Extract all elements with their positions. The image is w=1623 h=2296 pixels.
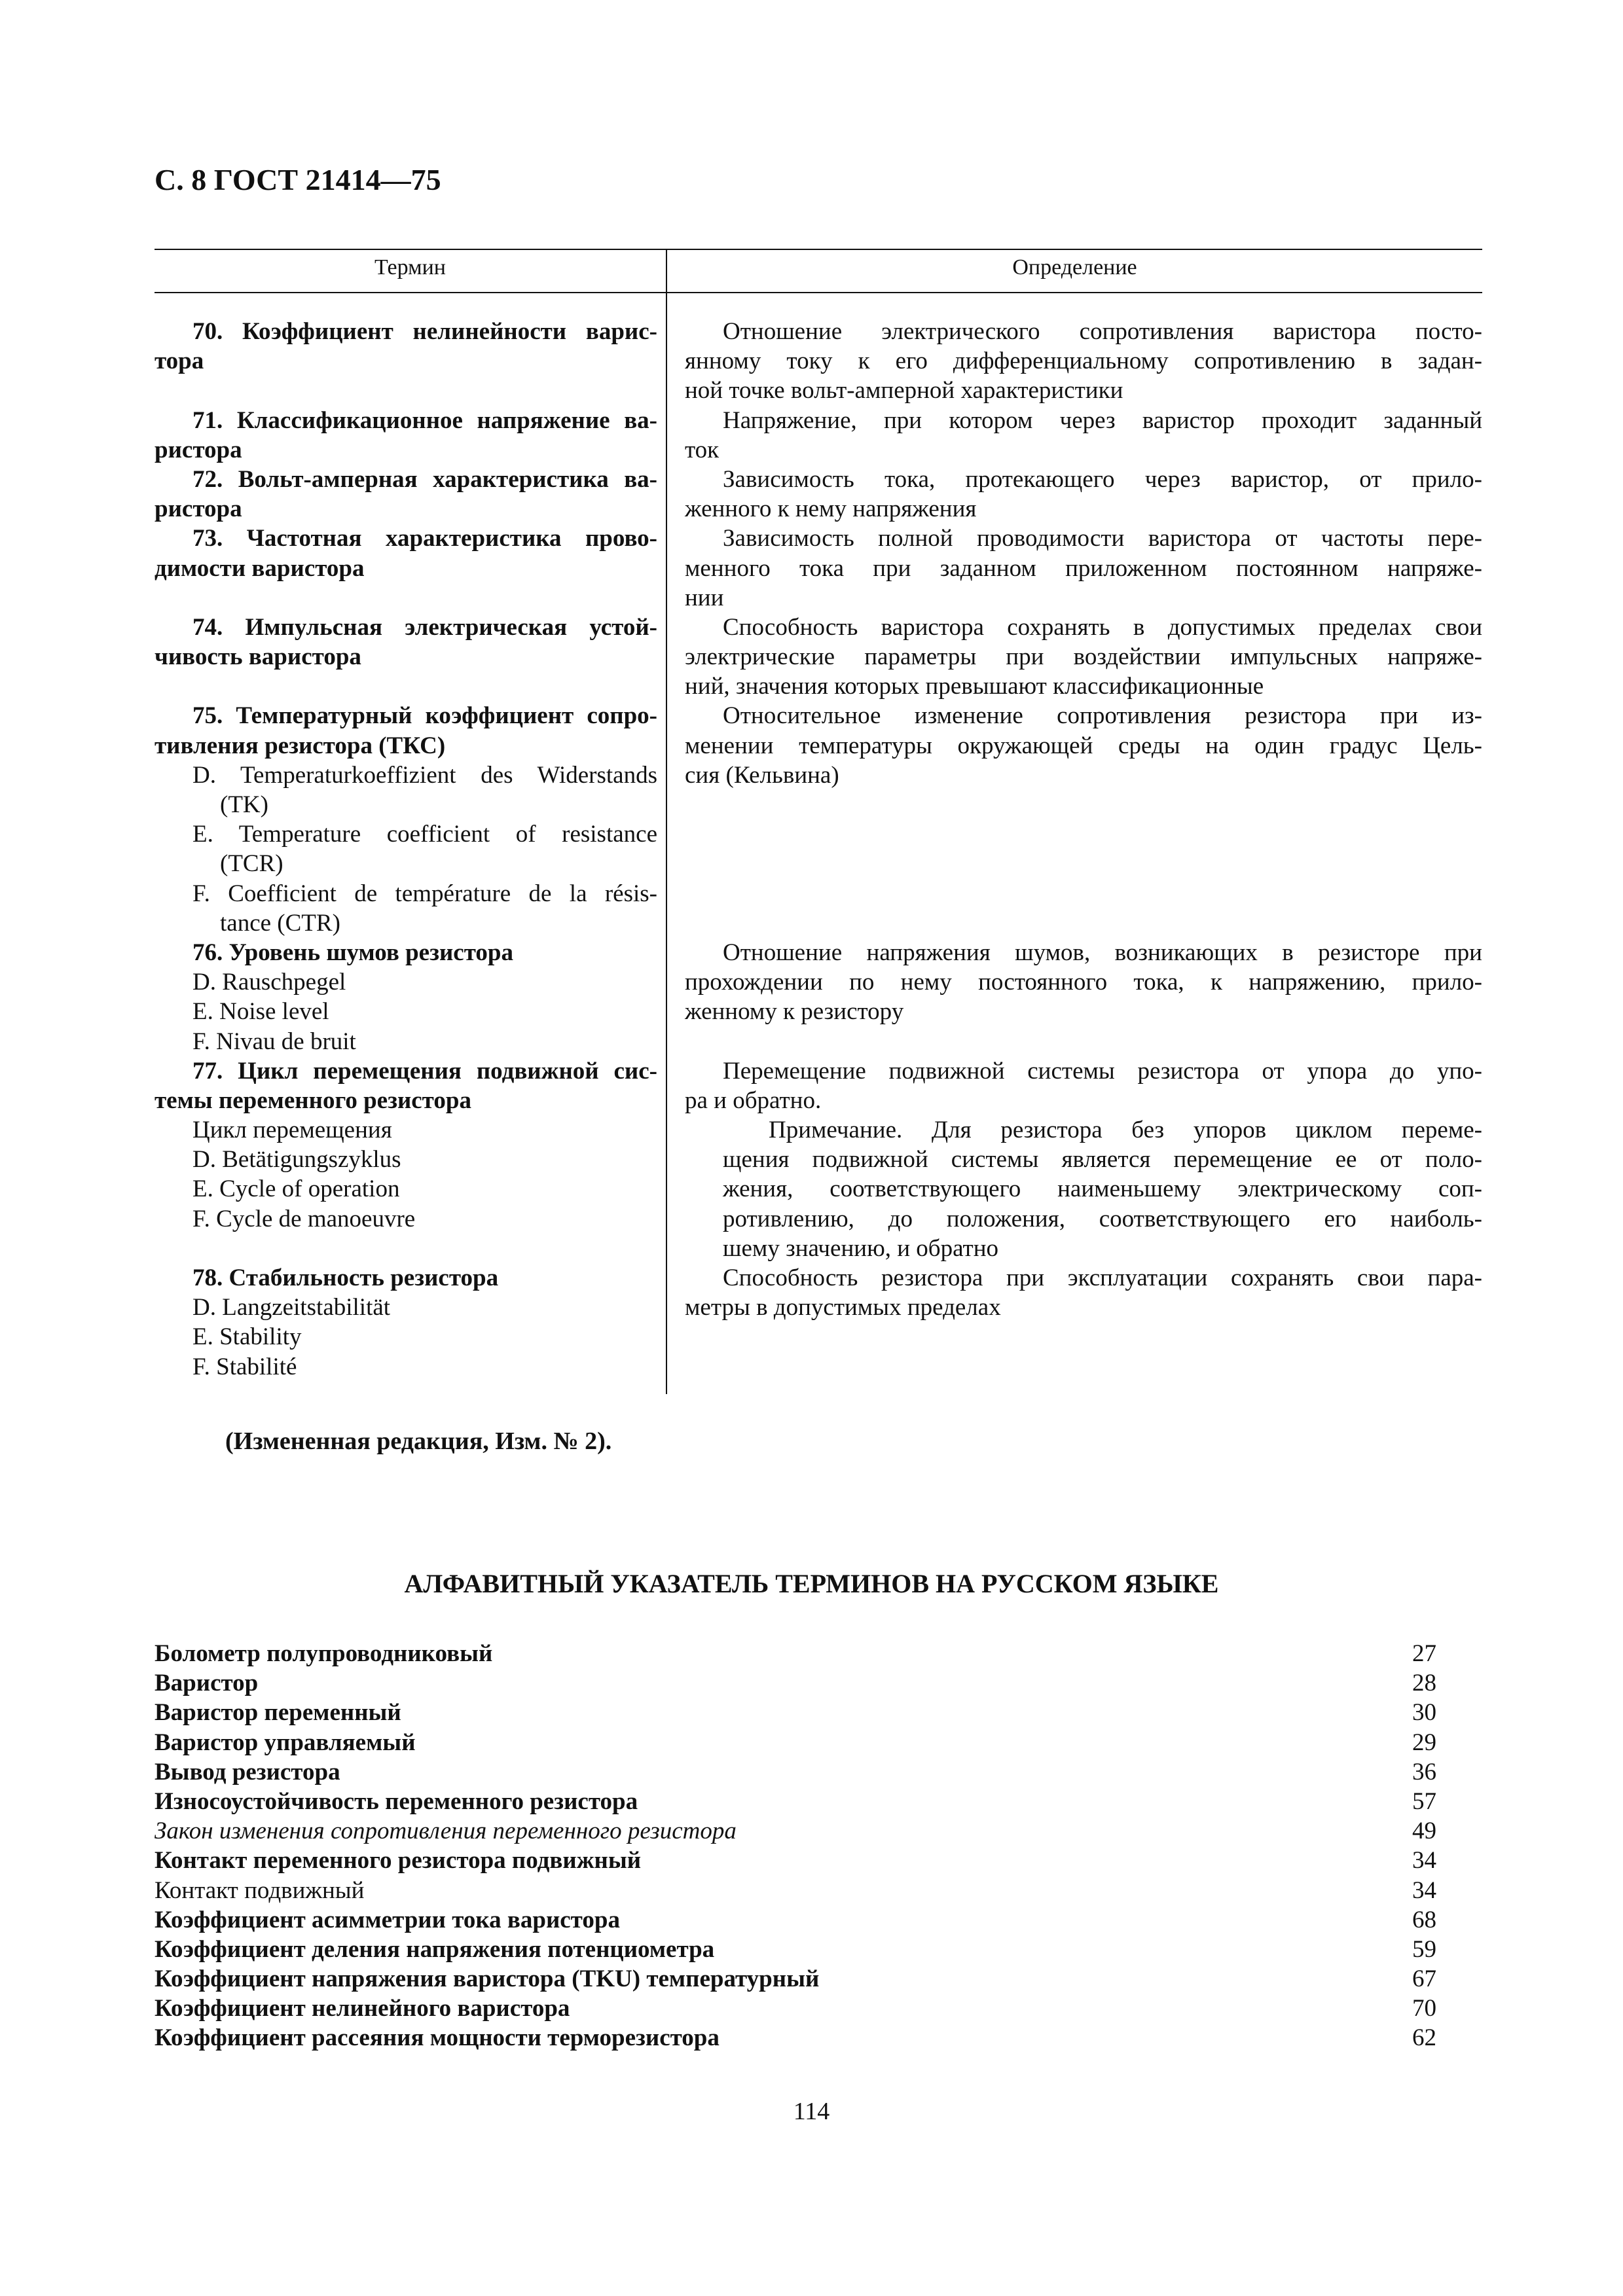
definition-line: Зависимость полной проводимости варистора от частоты пере- [723,525,1482,552]
term-line: D. Temperaturkoeffizient des Widerstands [192,761,657,789]
index-term: Закон изменения сопротивления переменного резистора [155,1818,737,1845]
index-entry [155,1698,1482,1727]
term-line [155,376,657,405]
definition-line: метры в допустимых пределах [685,1294,1001,1321]
index-term-number: 57 [1412,1787,1436,1815]
term-line: (TK) [220,791,268,818]
definition-line: Способность резистора при эксплуатации сохранять свои пара- [723,1265,1482,1291]
definition-line: ток [685,436,720,463]
index-entry [155,1876,1482,1905]
index-term-number: 29 [1412,1729,1436,1756]
term-line: ристора [155,436,242,463]
index-term-number: 62 [1412,2024,1436,2052]
term-line: тора [155,348,204,375]
term-line: E. Temperature coefficient of resistance [192,821,657,848]
definition-line: жения, соответствующего наименьшему электрическому соп- [723,1175,1482,1203]
amendment-note: (Измененная редакция, Изм. № 2). [225,1427,612,1455]
column-header-term: Термин [374,255,446,279]
index-term-number: 28 [1412,1670,1436,1697]
term-line: 71. Классификационное напряжение ва- [192,406,657,434]
definition-line [685,908,1482,938]
index-term: Вывод резистора [155,1758,340,1785]
definition-line: женного к нему напряжения [685,495,977,523]
term-line: E. Cycle of operation [192,1175,400,1203]
definition-line [685,879,1482,908]
index-term: Коэффициент нелинейного варистора [155,1995,570,2022]
term-line: F. Cycle de manoeuvre [192,1205,416,1232]
table-column-divider [666,250,667,1394]
term-line: D. Rauschpegel [192,969,346,996]
definition-line: ра и обратно. [685,1086,822,1114]
definition-line: женному к резистору [685,998,904,1026]
index-term: Контакт подвижный [155,1876,365,1904]
index-term-number: 68 [1412,1906,1436,1933]
index-term: Варистор переменный [155,1699,401,1727]
definition-line [685,1322,1482,1352]
term-line: ристора [155,495,242,523]
definition-line: электрические параметры при воздействии импульсных напряже- [685,643,1482,671]
index-entry [155,1639,1482,1668]
definition-line: Способность варистора сохранять в допустимых пределах свои [723,613,1482,641]
definition-line: Перемещение подвижной системы резистора от упора до упо- [723,1057,1482,1085]
term-line: F. Nivau de bruit [192,1028,356,1055]
index-entry [155,1846,1482,1875]
index-term: Коэффициент асимметрии тока варистора [155,1906,620,1933]
index-term: Износоустойчивость переменного резистора [155,1787,638,1815]
table-header-rule [155,292,1482,293]
index-entry [155,1728,1482,1757]
definition-line: ной точке вольт-амперной характеристики [685,377,1123,404]
index-term-number: 27 [1412,1640,1436,1667]
index-term: Варистор управляемый [155,1729,416,1756]
definition-line: сия (Кельвина) [685,761,839,789]
definition-line: Отношение электрического сопротивления варистора посто- [723,318,1482,345]
definition-line: нии [685,584,724,611]
term-line: 74. Импульсная электрическая устой- [192,613,657,641]
index-term: Варистор [155,1670,259,1697]
term-line: 70. Коэффициент нелинейности варис- [192,318,657,345]
index-term-number: 34 [1412,1876,1436,1904]
index-entry [155,1994,1482,2023]
term-line [155,672,657,701]
term-line: 76. Уровень шумов резистора [192,939,513,966]
page-header: С. 8 ГОСТ 21414—75 [155,163,441,196]
column-header-definition: Определение [1012,255,1137,279]
term-line: 77. Цикл перемещения подвижной сис- [192,1057,657,1085]
term-line: F. Coefficient de température de la résis- [192,880,657,907]
definition-line: Относительное изменение сопротивления резистора при из- [723,702,1482,730]
index-term: Коэффициент рассеяния мощности терморезистора [155,2024,720,2052]
term-line: D. Langzeitstabilität [192,1294,391,1321]
term-line: Цикл перемещения [192,1117,392,1144]
index-entry [155,1816,1482,1846]
index-term-number: 59 [1412,1935,1436,1963]
definition-line: шему значению, и обратно [723,1234,999,1262]
term-line: D. Betätigungszyklus [192,1146,401,1174]
definition-line: менного тока при заданном приложенном постоянном напряже- [685,554,1482,582]
index-entry [155,1905,1482,1935]
terms-column [155,317,657,1382]
term-line: (TCR) [220,850,283,878]
definition-line: Примечание. Для резистора без упоров циклом переме- [769,1117,1482,1144]
term-line: 73. Частотная характеристика прово- [192,525,657,552]
definition-line [685,1027,1482,1056]
index-entry [155,1668,1482,1698]
definition-line: Отношение напряжения шумов, возникающих в резисторе при [723,939,1482,966]
term-line: tance (CTR) [220,909,340,937]
term-line: 78. Стабильность резистора [192,1265,499,1291]
term-line: F. Stabilité [192,1353,297,1380]
page-number: 114 [793,2098,830,2125]
definition-line [685,849,1482,878]
index-term: Болометр полупроводниковый [155,1640,493,1667]
term-line [155,1234,657,1263]
term-line [155,583,657,613]
definition-line [685,819,1482,849]
index-term: Коэффициент напряжения варистора (TKU) температурный [155,1965,820,1993]
index-term-number: 70 [1412,1995,1436,2022]
definition-line: ротивлению, до положения, соответствующего его наиболь- [723,1205,1482,1232]
index-entry [155,1964,1482,1994]
index-term-number: 67 [1412,1965,1436,1993]
term-line: тивления резистора (ТКС) [155,732,446,759]
definition-line: щения подвижной системы является перемещение ее от поло- [723,1146,1482,1174]
index-entry [155,1787,1482,1816]
definitions-column [685,317,1482,1382]
term-line: E. Stability [192,1323,302,1351]
index-term: Контакт переменного резистора подвижный [155,1847,642,1874]
index-term-number: 36 [1412,1758,1436,1785]
index-list [155,1639,1482,2053]
definition-line: Напряжение, при котором через варистор проходит заданный [723,406,1482,434]
index-term: Коэффициент деления напряжения потенциометра [155,1935,715,1963]
term-line: темы переменного резистора [155,1086,471,1114]
definition-line: Зависимость тока, протекающего через варистор, от прило- [723,465,1482,493]
index-entry [155,1757,1482,1787]
definition-line: менении температуры окружающей среды на один градус Цель- [685,732,1482,759]
definition-line [685,790,1482,819]
index-term-number: 30 [1412,1699,1436,1727]
index-entry [155,1935,1482,1964]
term-line: E. Noise level [192,998,329,1026]
term-line: чивость варистора [155,643,361,671]
definition-line: янному току к его дифференциальному сопротивлению в задан- [685,348,1482,375]
definition-line: прохождении по нему постоянного тока, к напряжению, прило- [685,969,1482,996]
term-line: 72. Вольт-амперная характеристика ва- [192,465,657,493]
index-entry [155,2023,1482,2053]
table-top-rule [155,249,1482,250]
term-line: 75. Температурный коэффициент сопро- [192,702,657,730]
definition-line [685,1352,1482,1382]
term-line: димости варистора [155,554,365,582]
index-title: АЛФАВИТНЫЙ УКАЗАТЕЛЬ ТЕРМИНОВ НА РУССКОМ ЯЗЫКЕ [404,1569,1219,1598]
definition-line: ний, значения которых превышают классификационные [685,673,1264,700]
index-term-number: 49 [1412,1818,1436,1845]
index-term-number: 34 [1412,1847,1436,1874]
